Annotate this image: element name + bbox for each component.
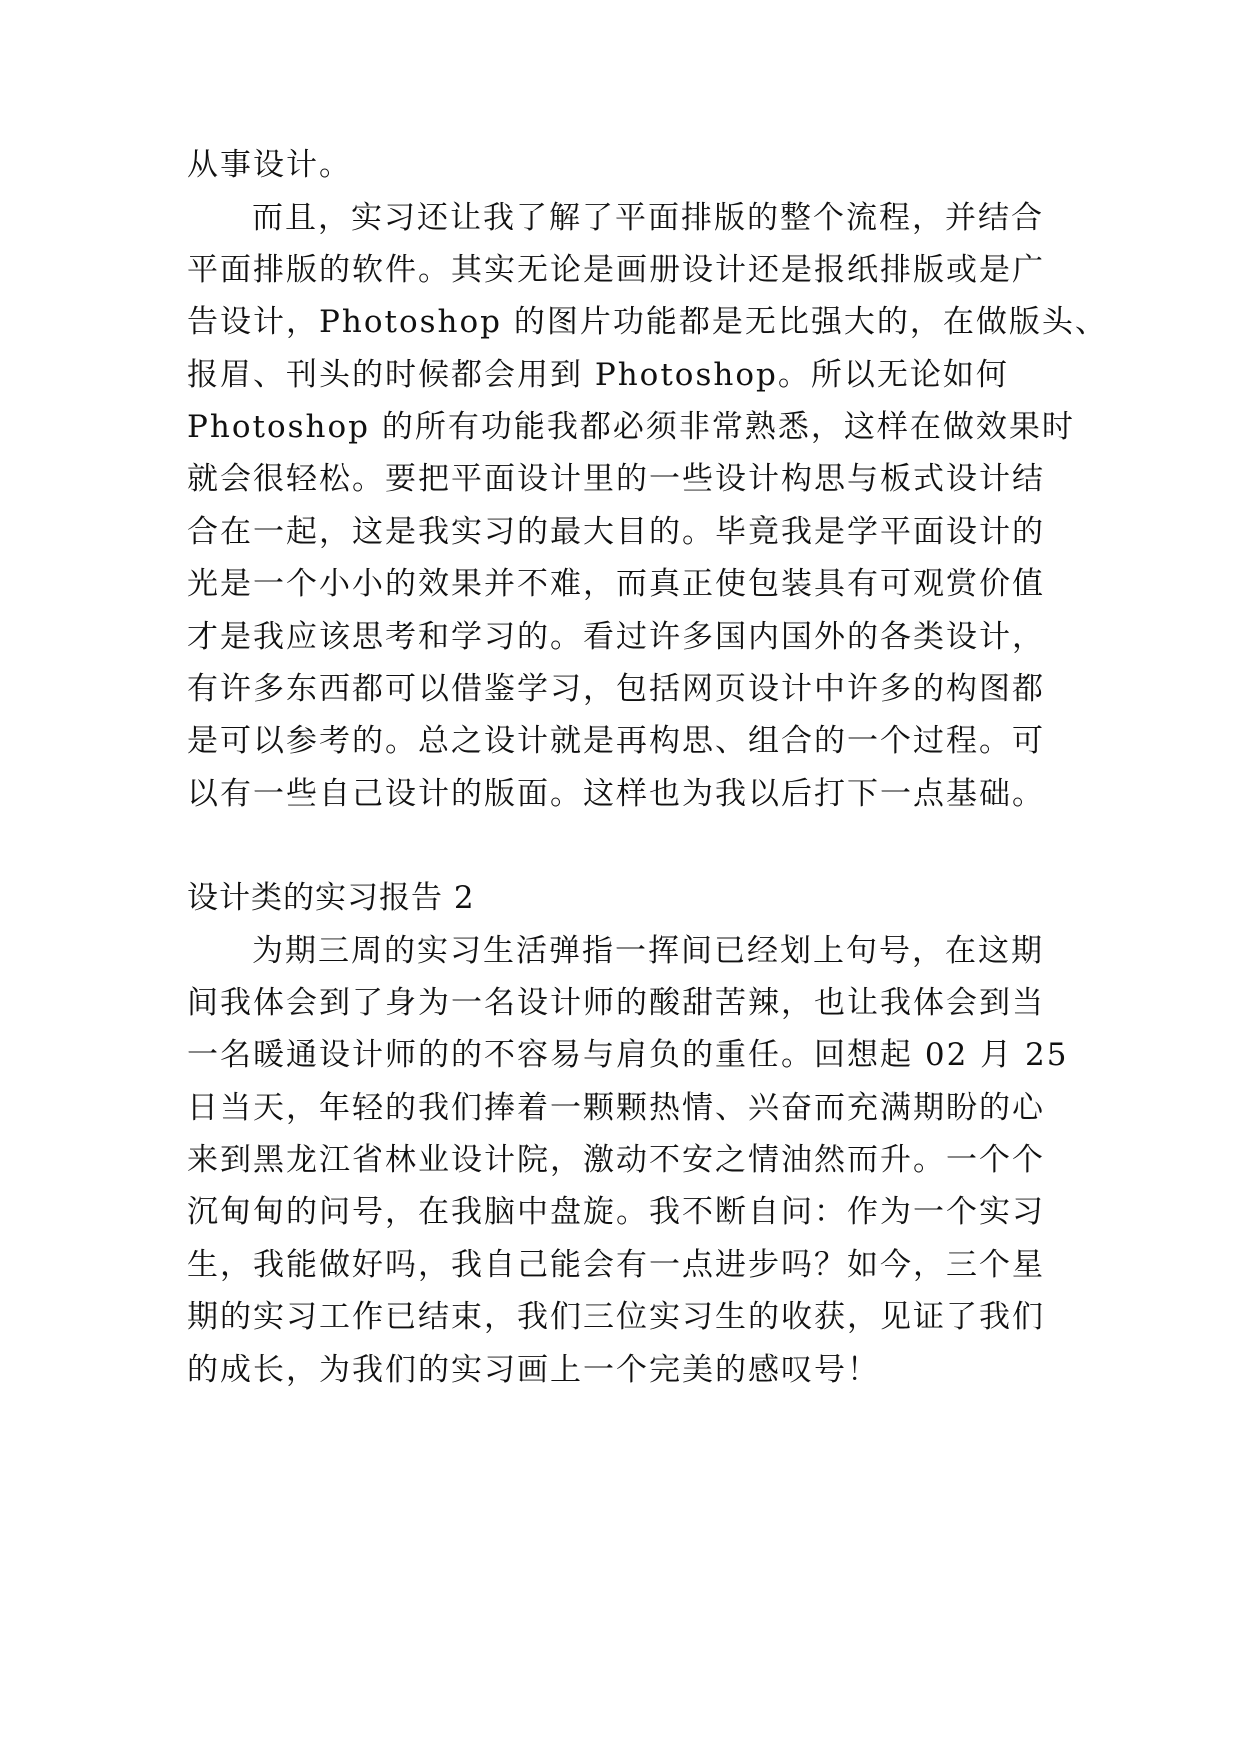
paragraph1-line: 平面排版的软件。其实无论是画册设计还是报纸排版或是广 xyxy=(187,252,1045,288)
paragraph2-line: 间我体会到了身为一名设计师的酸甜苦辣，也让我体会到当 xyxy=(187,985,1045,1021)
paragraph1-line: 才是我应该思考和学习的。看过许多国内国外的各类设计， xyxy=(187,619,1045,655)
intro-tail-line: 从事设计。 xyxy=(187,147,352,183)
paragraph1-line: 合在一起，这是我实习的最大目的。毕竟我是学平面设计的 xyxy=(187,514,1045,550)
paragraph1-line: 以有一些自己设计的版面。这样也为我以后打下一点基础。 xyxy=(187,776,1045,812)
paragraph2-line: 的成长，为我们的实习画上一个完美的感叹号！ xyxy=(187,1352,880,1388)
paragraph1-line: Photoshop 的所有功能我都必须非常熟悉，这样在做效果时 xyxy=(187,409,1075,445)
paragraph2-line: 生，我能做好吗，我自己能会有一点进步吗？如今，三个星 xyxy=(187,1247,1045,1283)
paragraph1-line: 报眉、刊头的时候都会用到 Photoshop。所以无论如何 xyxy=(187,357,1009,393)
paragraph2-line: 沉甸甸的问号，在我脑中盘旋。我不断自问：作为一个实习 xyxy=(187,1194,1045,1230)
paragraph2-line: 日当天，年轻的我们捧着一颗颗热情、兴奋而充满期盼的心 xyxy=(187,1090,1045,1126)
paragraph1-line: 告设计，Photoshop 的图片功能都是无比强大的，在做版头、 xyxy=(187,304,1108,340)
paragraph1-line: 而且，实习还让我了解了平面排版的整个流程，并结合 xyxy=(252,200,1044,236)
paragraph2-line: 期的实习工作已结束，我们三位实习生的收获，见证了我们 xyxy=(187,1299,1045,1335)
section-title: 设计类的实习报告 2 xyxy=(187,880,475,916)
paragraph1-line: 就会很轻松。要把平面设计里的一些设计构思与板式设计结 xyxy=(187,461,1045,497)
paragraph1-line: 有许多东西都可以借鉴学习，包括网页设计中许多的构图都 xyxy=(187,671,1045,707)
paragraph2-line: 为期三周的实习生活弹指一挥间已经划上句号，在这期 xyxy=(252,933,1044,969)
paragraph2-line: 来到黑龙江省林业设计院，激动不安之情油然而升。一个个 xyxy=(187,1142,1045,1178)
paragraph1-line: 光是一个小小的效果并不难，而真正使包装具有可观赏价值 xyxy=(187,566,1045,602)
paragraph1-line: 是可以参考的。总之设计就是再构思、组合的一个过程。可 xyxy=(187,723,1045,759)
paragraph2-line: 一名暖通设计师的的不容易与肩负的重任。回想起 02 月 25 xyxy=(187,1037,1069,1073)
